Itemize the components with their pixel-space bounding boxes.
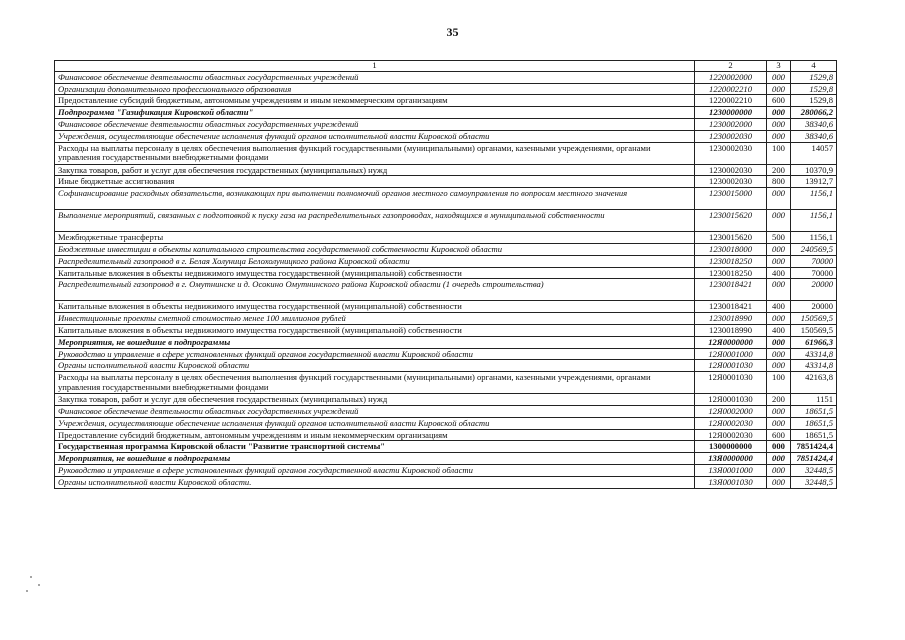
table-row xyxy=(55,348,837,360)
cell-sum: 1529,8 xyxy=(791,83,837,95)
table-row xyxy=(55,417,837,429)
cell-type: 000 xyxy=(767,279,791,301)
cell-sum: 1151 xyxy=(791,394,837,406)
cell-sum: 240569,5 xyxy=(791,243,837,255)
cell-code: 1230000000 xyxy=(695,107,767,119)
header-code: 2 xyxy=(695,61,767,72)
cell-code: 1230015000 xyxy=(695,188,767,210)
cell-name: Учреждения, осуществляющие обеспечение исполнения функций органов исполнительной власти Кировской области xyxy=(55,417,695,429)
cell-sum: 18651,5 xyxy=(791,429,837,441)
cell-code: 1230018990 xyxy=(695,313,767,325)
cell-name: Закупка товаров, работ и услуг для обеспечения государственных (муниципальных) нужд xyxy=(55,394,695,406)
cell-type: 000 xyxy=(767,336,791,348)
table-row xyxy=(55,267,837,279)
cell-code: 1230018421 xyxy=(695,301,767,313)
cell-type: 000 xyxy=(767,417,791,429)
cell-name: Бюджетные инвестиции в объекты капитального строительства государственной собственности Кировской области xyxy=(55,243,695,255)
cell-sum: 32448,5 xyxy=(791,464,837,476)
table-row xyxy=(55,394,837,406)
cell-code: 12Я0002000 xyxy=(695,405,767,417)
cell-code: 1230002030 xyxy=(695,176,767,188)
cell-type: 000 xyxy=(767,255,791,267)
cell-type: 000 xyxy=(767,71,791,83)
header-name: 1 xyxy=(55,61,695,72)
cell-name: Расходы на выплаты персоналу в целях обеспечения выполнения функций государственными (муниципальными) органами, казенными учреждениями, органами управления государственными внебюджетными фондами xyxy=(55,372,695,394)
table-row xyxy=(55,476,837,488)
cell-name: Мероприятия, не вошедшие в подпрограммы xyxy=(55,453,695,465)
cell-type: 600 xyxy=(767,95,791,107)
header-sum: 4 xyxy=(791,61,837,72)
scan-speck xyxy=(26,590,28,592)
table-row xyxy=(55,360,837,372)
table-row xyxy=(55,324,837,336)
cell-code: 12Я0001030 xyxy=(695,360,767,372)
table-row xyxy=(55,176,837,188)
cell-name: Софинансирование расходных обязательств, возникающих при выполнении полномочий органов местного самоуправления по вопросам местного значения xyxy=(55,188,695,210)
table-row xyxy=(55,405,837,417)
cell-code: 1230002000 xyxy=(695,118,767,130)
cell-type: 400 xyxy=(767,324,791,336)
cell-type: 500 xyxy=(767,232,791,244)
cell-code: 13Я0001030 xyxy=(695,476,767,488)
table-row xyxy=(55,164,837,176)
table-row xyxy=(55,83,837,95)
cell-sum: 280066,2 xyxy=(791,107,837,119)
cell-name: Руководство и управление в сфере установленных функций органов государственной власти Кировской области xyxy=(55,348,695,360)
cell-code: 1230018000 xyxy=(695,243,767,255)
cell-type: 000 xyxy=(767,348,791,360)
cell-code: 1220002210 xyxy=(695,83,767,95)
cell-name: Предоставление субсидий бюджетным, автономным учреждениям и иным некоммерческим организациям xyxy=(55,429,695,441)
cell-code: 1220002000 xyxy=(695,71,767,83)
cell-code: 12Я0002030 xyxy=(695,429,767,441)
cell-sum: 20000 xyxy=(791,279,837,301)
cell-code: 1300000000 xyxy=(695,441,767,453)
cell-sum: 7851424,4 xyxy=(791,453,837,465)
table-row xyxy=(55,232,837,244)
cell-type: 200 xyxy=(767,394,791,406)
cell-sum: 43314,8 xyxy=(791,360,837,372)
cell-type: 100 xyxy=(767,142,791,164)
cell-type: 000 xyxy=(767,476,791,488)
cell-code: 1230002030 xyxy=(695,130,767,142)
table-row xyxy=(55,243,837,255)
cell-name: Мероприятия, не вошедшие в подпрограммы xyxy=(55,336,695,348)
cell-type: 400 xyxy=(767,267,791,279)
cell-name: Органы исполнительной власти Кировской области. xyxy=(55,476,695,488)
table-row xyxy=(55,95,837,107)
table-row xyxy=(55,301,837,313)
table-row xyxy=(55,372,837,394)
cell-name: Организации дополнительного профессионального образования xyxy=(55,83,695,95)
cell-sum: 43314,8 xyxy=(791,348,837,360)
cell-type: 400 xyxy=(767,301,791,313)
cell-type: 000 xyxy=(767,441,791,453)
cell-type: 800 xyxy=(767,176,791,188)
table-row xyxy=(55,210,837,232)
cell-code: 13Я0000000 xyxy=(695,453,767,465)
cell-sum: 1156,1 xyxy=(791,210,837,232)
cell-name: Распределительный газопровод в г. Белая Холуница Белохолуницкого района Кировской области xyxy=(55,255,695,267)
cell-name: Учреждения, осуществляющие обеспечение исполнения функций органов исполнительной власти Кировской области xyxy=(55,130,695,142)
table-row xyxy=(55,336,837,348)
cell-sum: 38340,6 xyxy=(791,118,837,130)
cell-type: 000 xyxy=(767,360,791,372)
cell-code: 1230018250 xyxy=(695,267,767,279)
cell-code: 12Я0000000 xyxy=(695,336,767,348)
table-row xyxy=(55,255,837,267)
cell-sum: 18651,5 xyxy=(791,405,837,417)
cell-type: 100 xyxy=(767,372,791,394)
table-row xyxy=(55,142,837,164)
table-row xyxy=(55,188,837,210)
cell-type: 000 xyxy=(767,83,791,95)
cell-sum: 38340,6 xyxy=(791,130,837,142)
table-row xyxy=(55,71,837,83)
cell-code: 12Я0001030 xyxy=(695,394,767,406)
cell-name: Выполнение мероприятий, связанных с подготовкой к пуску газа на распределительных газопроводах, находящихся в муниципальной собственности xyxy=(55,210,695,232)
cell-name: Межбюджетные трансферты xyxy=(55,232,695,244)
cell-type: 000 xyxy=(767,118,791,130)
cell-code: 1230002030 xyxy=(695,164,767,176)
cell-sum: 32448,5 xyxy=(791,476,837,488)
cell-name: Капитальные вложения в объекты недвижимого имущества государственной (муниципальной) собственности xyxy=(55,301,695,313)
cell-name: Предоставление субсидий бюджетным, автономным учреждениям и иным некоммерческим организациям xyxy=(55,95,695,107)
cell-sum: 1529,8 xyxy=(791,71,837,83)
table-row xyxy=(55,279,837,301)
cell-type: 000 xyxy=(767,188,791,210)
cell-code: 12Я0001000 xyxy=(695,348,767,360)
cell-type: 000 xyxy=(767,313,791,325)
cell-name: Подпрограмма "Газификация Кировской области" xyxy=(55,107,695,119)
page-number: 35 xyxy=(446,25,459,39)
cell-name: Финансовое обеспечение деятельности областных государственных учреждений xyxy=(55,118,695,130)
table-row xyxy=(55,453,837,465)
cell-name: Капитальные вложения в объекты недвижимого имущества государственной (муниципальной) собственности xyxy=(55,267,695,279)
table-row xyxy=(55,441,837,453)
cell-type: 000 xyxy=(767,107,791,119)
cell-sum: 18651,5 xyxy=(791,417,837,429)
cell-name: Иные бюджетные ассигнования xyxy=(55,176,695,188)
cell-type: 000 xyxy=(767,464,791,476)
cell-sum: 10370,9 xyxy=(791,164,837,176)
table-row xyxy=(55,118,837,130)
cell-type: 000 xyxy=(767,453,791,465)
cell-type: 000 xyxy=(767,243,791,255)
table-row xyxy=(55,429,837,441)
cell-name: Капитальные вложения в объекты недвижимого имущества государственной (муниципальной) собственности xyxy=(55,324,695,336)
scan-speck xyxy=(38,584,40,586)
cell-code: 1230015620 xyxy=(695,210,767,232)
cell-code: 1230015620 xyxy=(695,232,767,244)
table-row xyxy=(55,107,837,119)
cell-sum: 7851424,4 xyxy=(791,441,837,453)
cell-type: 600 xyxy=(767,429,791,441)
cell-type: 000 xyxy=(767,405,791,417)
cell-sum: 150569,5 xyxy=(791,313,837,325)
cell-code: 12Я0002030 xyxy=(695,417,767,429)
budget-table xyxy=(54,60,837,489)
cell-name: Государственная программа Кировской области "Развитие транспортной системы" xyxy=(55,441,695,453)
cell-name: Финансовое обеспечение деятельности областных государственных учреждений xyxy=(55,405,695,417)
cell-code: 12Я0001030 xyxy=(695,372,767,394)
header-type: 3 xyxy=(767,61,791,72)
table-body xyxy=(55,71,837,488)
cell-name: Органы исполнительной власти Кировской области xyxy=(55,360,695,372)
cell-code: 1220002210 xyxy=(695,95,767,107)
cell-name: Финансовое обеспечение деятельности областных государственных учреждений xyxy=(55,71,695,83)
cell-sum: 150569,5 xyxy=(791,324,837,336)
cell-type: 000 xyxy=(767,210,791,232)
cell-sum: 61966,3 xyxy=(791,336,837,348)
cell-name: Закупка товаров, работ и услуг для обеспечения государственных (муниципальных) нужд xyxy=(55,164,695,176)
cell-type: 200 xyxy=(767,164,791,176)
table-row xyxy=(55,464,837,476)
cell-sum: 13912,7 xyxy=(791,176,837,188)
cell-code: 13Я0001000 xyxy=(695,464,767,476)
cell-sum: 70000 xyxy=(791,255,837,267)
cell-sum: 1529,8 xyxy=(791,95,837,107)
cell-type: 000 xyxy=(767,130,791,142)
cell-code: 1230002030 xyxy=(695,142,767,164)
cell-code: 1230018421 xyxy=(695,279,767,301)
cell-name: Инвестиционные проекты сметной стоимостью менее 100 миллионов рублей xyxy=(55,313,695,325)
table-row xyxy=(55,313,837,325)
table-row xyxy=(55,130,837,142)
cell-sum: 1156,1 xyxy=(791,232,837,244)
cell-name: Расходы на выплаты персоналу в целях обеспечения выполнения функций государственными (муниципальными) органами, казенными учреждениями, органами управления государственными внебюджетными фондами xyxy=(55,142,695,164)
scan-speck xyxy=(30,576,32,578)
cell-sum: 1156,1 xyxy=(791,188,837,210)
cell-sum: 14057 xyxy=(791,142,837,164)
cell-sum: 20000 xyxy=(791,301,837,313)
cell-name: Руководство и управление в сфере установленных функций органов государственной власти Кировской области xyxy=(55,464,695,476)
cell-name: Распределительный газопровод в г. Омутнинске и д. Осокино Омутнинского района Кировской области (1 очередь строительства) xyxy=(55,279,695,301)
cell-sum: 42163,8 xyxy=(791,372,837,394)
cell-code: 1230018250 xyxy=(695,255,767,267)
cell-code: 1230018990 xyxy=(695,324,767,336)
table-header-row xyxy=(55,61,837,72)
cell-sum: 70000 xyxy=(791,267,837,279)
